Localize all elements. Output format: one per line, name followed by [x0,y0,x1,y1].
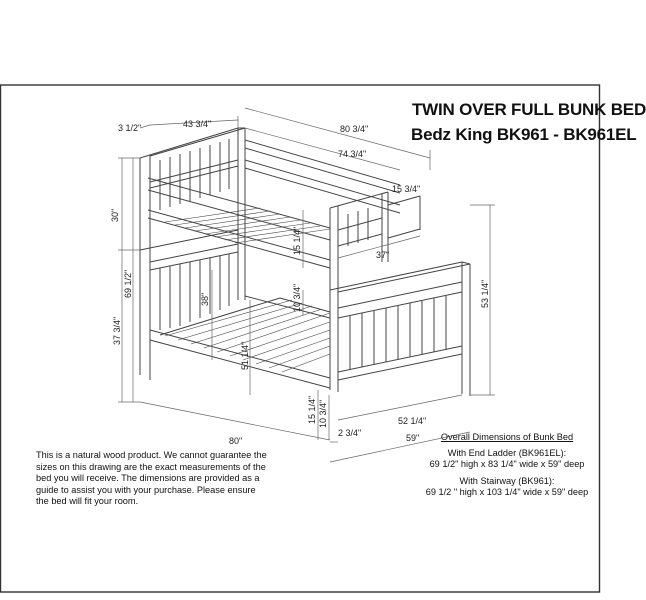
dim-10-3-4-inner: 10 3/4" [292,283,302,312]
disclaimer-text: This is a natural wood product. We cannot guarantee the sizes on this drawing are the exact measurements of the bed you will receive. The dimensions are provided as a guide to assist you with your purchase. Please ensure the bed will fit your room. [36,450,267,506]
lower-footboard [330,262,470,396]
dim-51-1-4: 51 1/4" [240,341,250,370]
overall-dimensions [412,432,602,499]
ladder-label: With End Ladder (BK961EL): [447,447,567,458]
dim-52-1-4: 52 1/4" [398,416,427,426]
dim-15-1-4-bottom: 15 1/4" [307,395,317,424]
dim-38: 38" [200,292,210,306]
dim-2-3-4: 2 3/4" [338,428,362,438]
dim-37-3-4: 37 3/4" [112,316,122,345]
stairway-dimensions: 69 1/2 " high x 103 1/4" wide x 59" deep [425,487,589,498]
upper-guard-rail [148,140,400,268]
dim-37: 37" [376,250,390,260]
dim-80-3-4: 80 3/4" [340,124,369,134]
ladder-dimensions: 69 1/2" high x 83 1/4" wide x 59" deep [429,459,585,470]
dim-15-3-4-right: 15 3/4" [392,184,421,194]
page-title: TWIN OVER FULL BUNK BED [412,100,646,119]
dim-10-3-4-bottom: 10 3/4" [318,399,328,428]
dim-74-3-4: 74 3/4" [338,149,367,159]
dim-30: 30" [110,208,120,222]
dim-3-1-2: 3 1/2" [118,123,142,133]
dim-80: 80" [229,436,243,446]
dim-53-1-4: 53 1/4" [480,279,490,308]
dim-69-1-2: 69 1/2" [123,269,133,298]
model-subtitle: Bedz King BK961 - BK961EL [411,125,637,144]
overall-dimensions-heading: Overall Dimensions of Bunk Bed [440,432,574,442]
dim-15-1-4-inner: 15 1/4" [292,226,302,255]
stairway-label: With Stairway (BK961): [459,475,555,486]
dim-59: 59" [406,433,420,443]
page-frame [1,85,600,592]
lower-headboard [140,230,245,380]
dim-43-3-4: 43 3/4" [183,119,212,129]
